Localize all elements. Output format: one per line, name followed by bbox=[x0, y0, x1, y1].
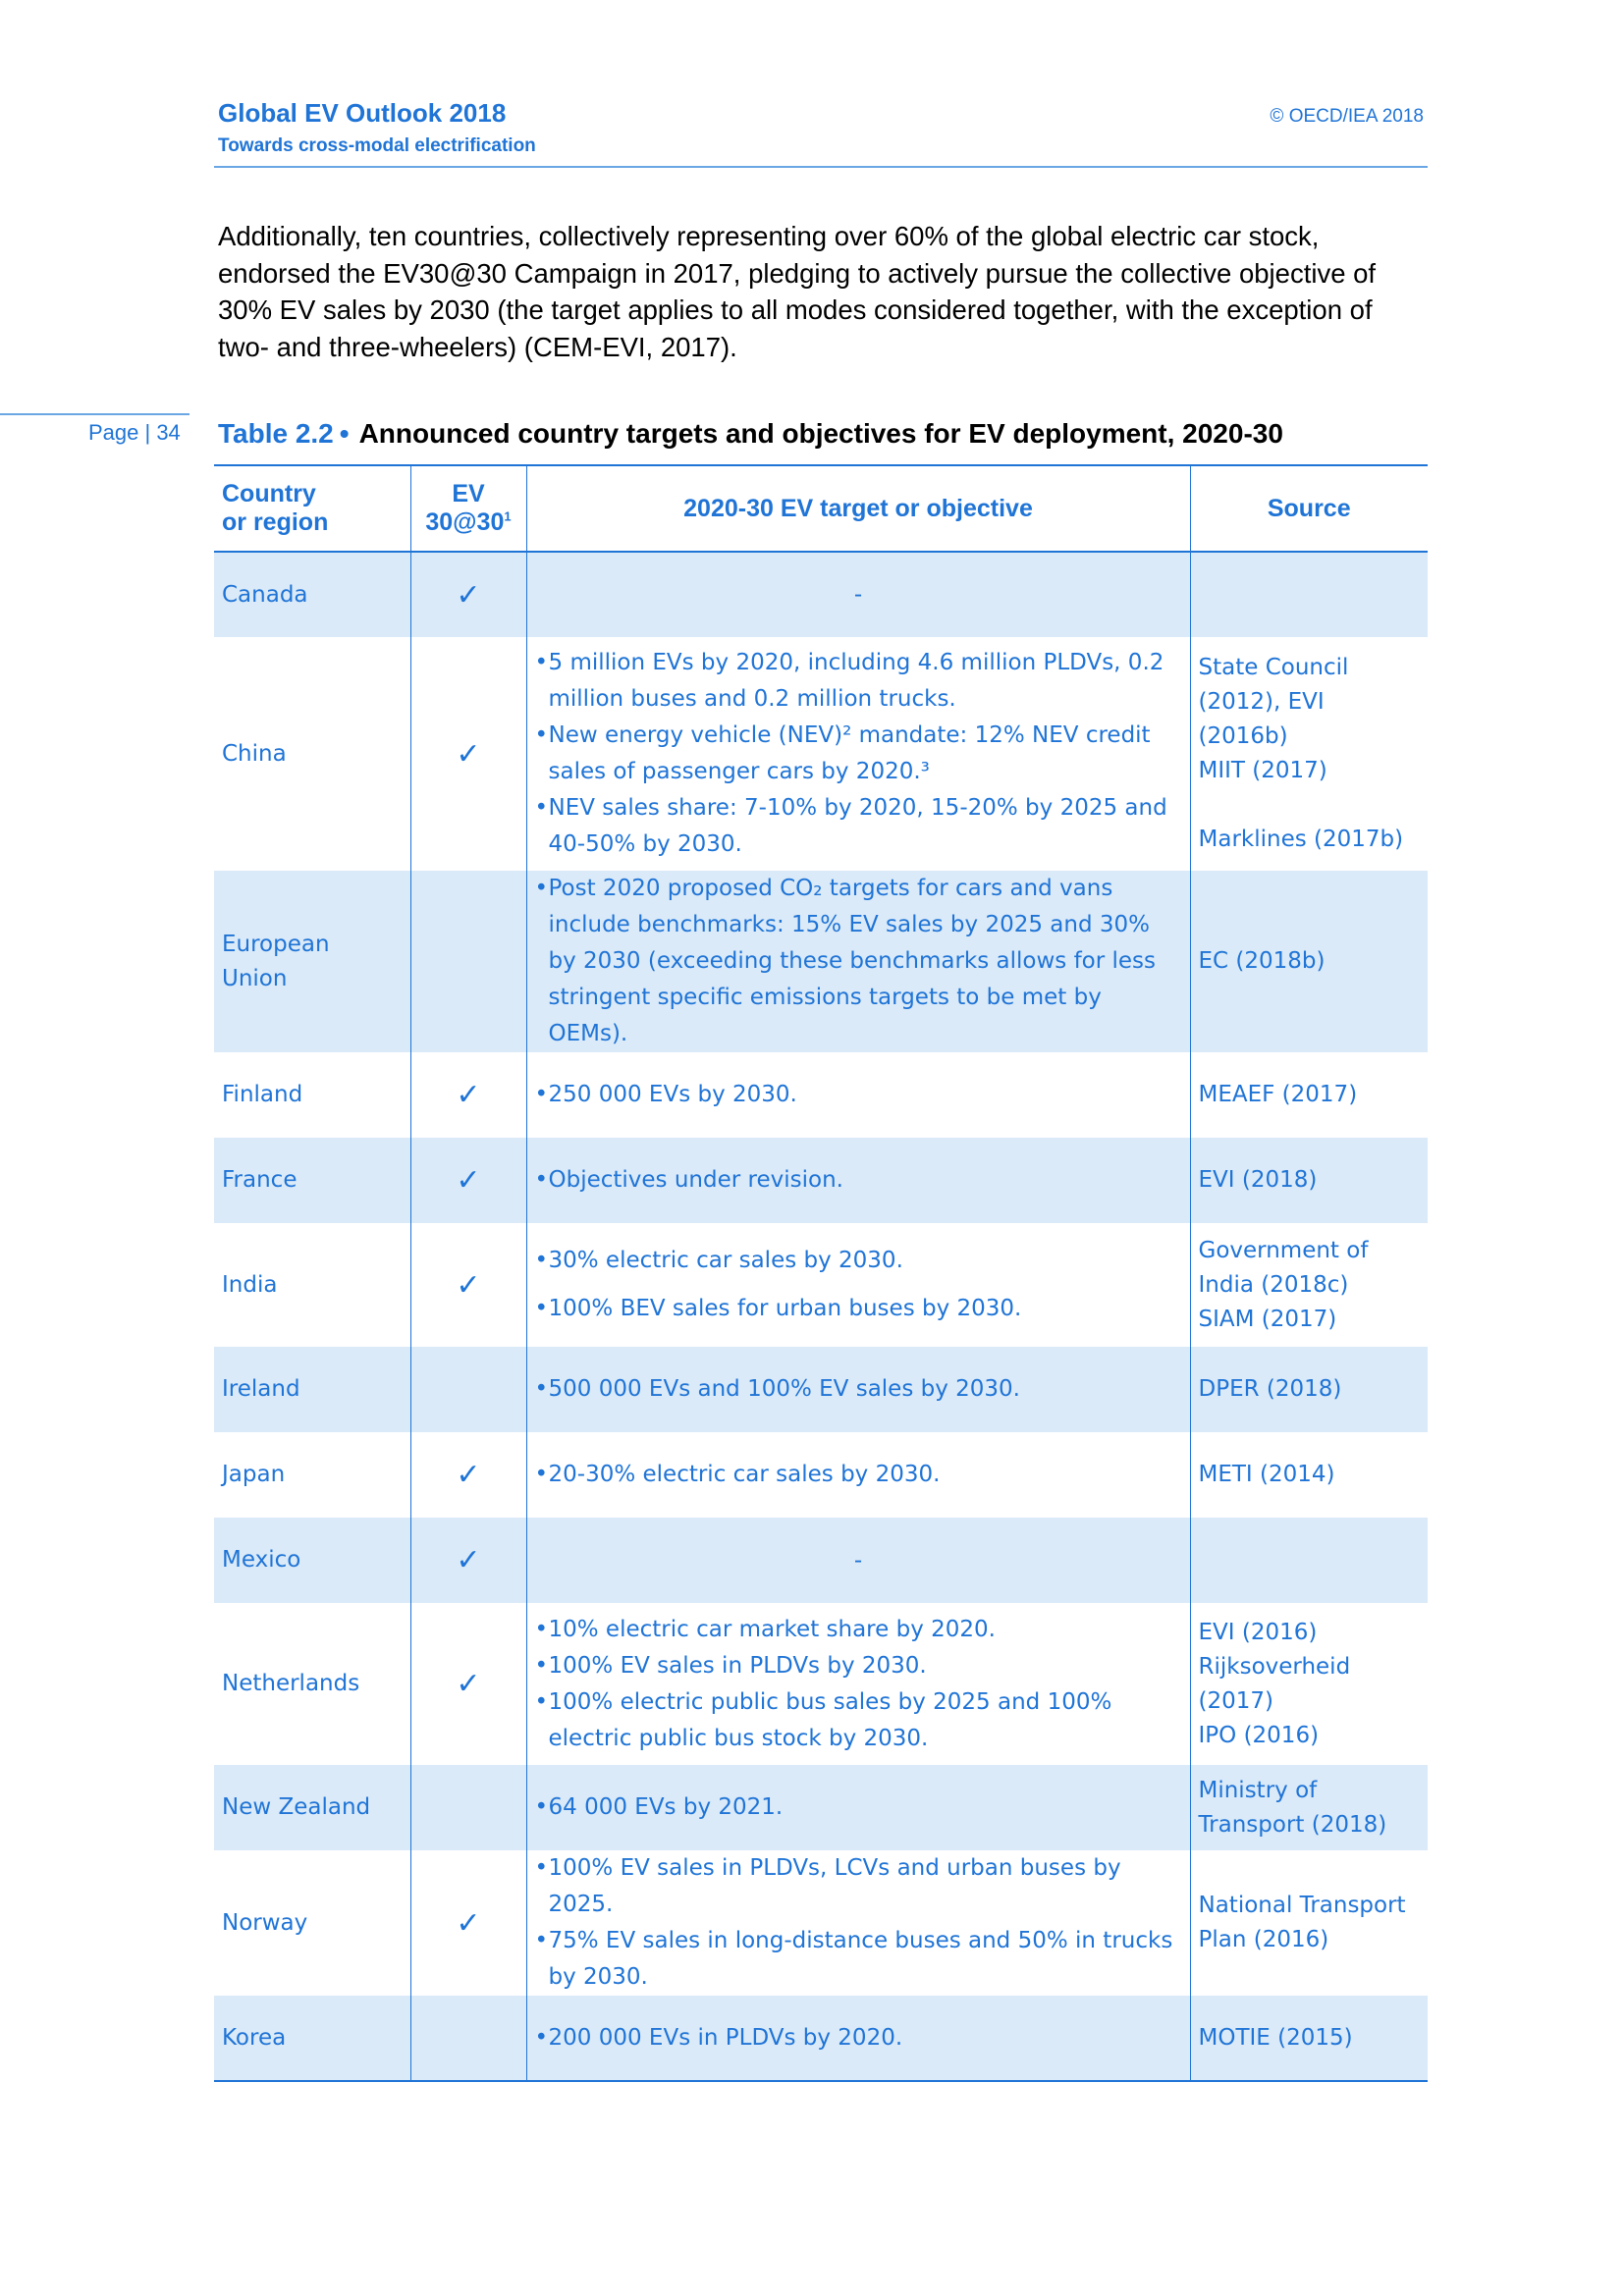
table-header-row bbox=[214, 465, 1428, 552]
table-row bbox=[214, 1603, 1428, 1765]
source-text bbox=[1199, 788, 1421, 823]
country-name: Ireland bbox=[222, 1376, 300, 1402]
target-item: • 100% electric public bus sales by 2025 and 100% electric public bus stock by 2030. bbox=[535, 1684, 1182, 1757]
header-source: Source bbox=[1267, 494, 1351, 522]
country-name: Korea bbox=[222, 2024, 287, 2051]
target-list bbox=[535, 871, 1182, 1052]
target-cell bbox=[526, 1052, 1190, 1138]
table-row bbox=[214, 637, 1428, 871]
target-item: • Objectives under revision. bbox=[535, 1162, 1182, 1199]
target-list bbox=[535, 1162, 1182, 1199]
table-number: Table 2.2 bbox=[218, 418, 334, 449]
target-list bbox=[535, 1612, 1182, 1757]
intro-line: 30% EV sales by 2030 (the target applies to all modes considered together, with the exception of bbox=[218, 294, 1373, 325]
no-target-dash: - bbox=[853, 1547, 863, 1574]
target-cell bbox=[526, 552, 1190, 637]
table-row bbox=[214, 1518, 1428, 1603]
ev3030-cell bbox=[410, 552, 526, 637]
country-cell bbox=[214, 1765, 410, 1850]
page-number: Page | 34 bbox=[88, 420, 181, 445]
target-item: • 30% electric car sales by 2030. bbox=[535, 1243, 1182, 1279]
target-list bbox=[535, 1457, 1182, 1493]
country-cell bbox=[214, 1223, 410, 1347]
ev3030-cell bbox=[410, 1223, 526, 1347]
header-country-line: or region bbox=[222, 508, 329, 536]
source-cell bbox=[1190, 1765, 1428, 1850]
intro-paragraph bbox=[218, 218, 1424, 365]
source-text: Ministry of bbox=[1198, 1777, 1318, 1803]
source-text: Plan (2016) bbox=[1198, 1927, 1329, 1952]
country-name: Netherlands bbox=[222, 1671, 360, 1696]
source-cell bbox=[1190, 1138, 1428, 1223]
country-name: Canada bbox=[222, 581, 308, 608]
source-text: DPER (2018) bbox=[1198, 1376, 1342, 1402]
table-row bbox=[214, 1052, 1428, 1138]
table-title: Announced country targets and objectives for EV deployment, 2020-30 bbox=[358, 418, 1283, 449]
target-cell bbox=[526, 1765, 1190, 1850]
ev3030-cell bbox=[410, 637, 526, 871]
intro-line: endorsed the EV30@30 Campaign in 2017, pledging to actively pursue the collective objective of bbox=[218, 257, 1377, 289]
source-cell bbox=[1190, 1052, 1428, 1138]
target-item: • 500 000 EVs and 100% EV sales by 2030. bbox=[535, 1371, 1182, 1408]
table-caption bbox=[218, 418, 1283, 450]
source-text: India (2018c) bbox=[1198, 1271, 1349, 1298]
source-cell bbox=[1190, 637, 1428, 871]
check-icon: ✓ bbox=[456, 1267, 481, 1303]
target-list bbox=[535, 1077, 1182, 1113]
ev3030-cell bbox=[410, 1765, 526, 1850]
target-cell bbox=[526, 1850, 1190, 1996]
country-cell bbox=[214, 1603, 410, 1765]
country-name: Mexico bbox=[222, 1547, 301, 1573]
footnote-marker: 1 bbox=[504, 508, 512, 524]
source-text: EC (2018b) bbox=[1198, 948, 1326, 974]
source-text: MOTIE (2015) bbox=[1198, 2024, 1353, 2051]
header-country bbox=[214, 465, 410, 552]
target-cell bbox=[526, 1996, 1190, 2081]
source-text: (2012), EVI (2016b) bbox=[1198, 689, 1325, 749]
table-row bbox=[214, 1223, 1428, 1347]
target-item: • 10% electric car market share by 2020. bbox=[535, 1612, 1182, 1648]
target-item: • 200 000 EVs in PLDVs by 2020. bbox=[535, 2020, 1182, 2056]
target-cell bbox=[526, 1138, 1190, 1223]
source-text: Transport (2018) bbox=[1198, 1811, 1387, 1838]
target-item: • 64 000 EVs by 2021. bbox=[535, 1789, 1182, 1826]
source-text: State Council bbox=[1198, 655, 1349, 680]
ev3030-cell bbox=[410, 1138, 526, 1223]
check-icon: ✓ bbox=[456, 1163, 481, 1198]
target-list bbox=[535, 645, 1182, 863]
source-text: Rijksoverheid bbox=[1198, 1653, 1351, 1680]
target-item: • 100% EV sales in PLDVs, LCVs and urban buses by 2025. bbox=[535, 1850, 1182, 1923]
check-icon: ✓ bbox=[456, 1458, 481, 1492]
target-item: • 250 000 EVs by 2030. bbox=[535, 1077, 1182, 1113]
country-name: China bbox=[222, 740, 287, 767]
target-list bbox=[535, 1243, 1182, 1327]
source-cell bbox=[1190, 1603, 1428, 1765]
table-row bbox=[214, 1138, 1428, 1223]
source-text: Marklines (2017b) bbox=[1198, 827, 1404, 852]
country-cell bbox=[214, 1052, 410, 1138]
target-cell bbox=[526, 637, 1190, 871]
country-cell bbox=[214, 637, 410, 871]
ev3030-cell bbox=[410, 1432, 526, 1518]
header-ev3030-text: 30@30 bbox=[425, 508, 505, 536]
source-cell bbox=[1190, 1432, 1428, 1518]
country-name: Norway bbox=[222, 1909, 308, 1936]
ev3030-cell bbox=[410, 1347, 526, 1432]
source-text: EVI (2018) bbox=[1198, 1167, 1318, 1193]
country-name: France bbox=[222, 1167, 298, 1193]
source-text: SIAM (2017) bbox=[1198, 1306, 1337, 1332]
country-name: European bbox=[222, 931, 330, 957]
target-item: • 100% BEV sales for urban buses by 2030. bbox=[535, 1291, 1182, 1327]
target-list bbox=[535, 2020, 1182, 2056]
header-country-line: Country bbox=[222, 480, 316, 507]
document-title: Global EV Outlook 2018 bbox=[218, 98, 507, 128]
check-icon: ✓ bbox=[456, 1905, 481, 1941]
target-item: • 100% EV sales in PLDVs by 2030. bbox=[535, 1648, 1182, 1684]
header-ev3030-line: EV bbox=[452, 480, 485, 507]
source-text: (2017) bbox=[1198, 1687, 1273, 1714]
table-row bbox=[214, 1765, 1428, 1850]
source-text: EVI (2016) bbox=[1198, 1619, 1318, 1645]
target-list bbox=[535, 1371, 1182, 1408]
header-divider bbox=[214, 166, 1428, 168]
country-cell bbox=[214, 1138, 410, 1223]
source-cell bbox=[1190, 1996, 1428, 2081]
source-text: IPO (2016) bbox=[1198, 1722, 1320, 1748]
country-cell bbox=[214, 1996, 410, 2081]
target-cell bbox=[526, 1223, 1190, 1347]
target-list bbox=[535, 1789, 1182, 1826]
check-icon: ✓ bbox=[456, 577, 481, 613]
ev3030-cell bbox=[410, 1518, 526, 1603]
target-cell bbox=[526, 871, 1190, 1052]
copyright-notice: © OECD/IEA 2018 bbox=[1270, 106, 1424, 127]
target-list bbox=[535, 1850, 1182, 1996]
target-item: • New energy vehicle (NEV)² mandate: 12% NEV credit sales of passenger cars by 2020.³ bbox=[535, 718, 1182, 790]
target-cell bbox=[526, 1603, 1190, 1765]
check-icon: ✓ bbox=[456, 1078, 481, 1112]
ev3030-cell bbox=[410, 871, 526, 1052]
header-ev3030 bbox=[410, 465, 526, 552]
table-row bbox=[214, 1996, 1428, 2081]
target-item: • 75% EV sales in long-distance buses and 50% in trucks by 2030. bbox=[535, 1923, 1182, 1996]
ev3030-cell bbox=[410, 1052, 526, 1138]
source-cell bbox=[1190, 1347, 1428, 1432]
country-cell bbox=[214, 871, 410, 1052]
country-cell bbox=[214, 1850, 410, 1996]
source-cell bbox=[1190, 552, 1428, 637]
check-icon: ✓ bbox=[456, 1667, 481, 1701]
table-row bbox=[214, 1432, 1428, 1518]
document-subtitle: Towards cross-modal electrification bbox=[218, 135, 536, 156]
target-cell bbox=[526, 1432, 1190, 1518]
target-item: • 20-30% electric car sales by 2030. bbox=[535, 1457, 1182, 1493]
country-name: New Zealand bbox=[222, 1794, 371, 1820]
country-name: Japan bbox=[222, 1462, 286, 1487]
source-text: MIIT (2017) bbox=[1198, 758, 1327, 783]
country-cell bbox=[214, 1347, 410, 1432]
no-target-dash: - bbox=[853, 582, 863, 608]
country-cell bbox=[214, 1432, 410, 1518]
target-cell bbox=[526, 1518, 1190, 1603]
intro-line: Additionally, ten countries, collectively representing over 60% of the global electric car stock, bbox=[218, 221, 1320, 251]
country-cell bbox=[214, 552, 410, 637]
target-item: • Post 2020 proposed CO₂ targets for cars and vans include benchmarks: 15% EV sales by 2025 and 30% by 2030 (exceeding these benchmarks allows for less stringent specific emissions targets to be met by OEMs). bbox=[535, 871, 1182, 1052]
caption-bullet: • bbox=[339, 418, 350, 449]
source-text: National Transport bbox=[1198, 1893, 1406, 1918]
target-cell bbox=[526, 1347, 1190, 1432]
country-name: Finland bbox=[222, 1082, 303, 1107]
table-row bbox=[214, 1850, 1428, 1996]
target-item: • 5 million EVs by 2020, including 4.6 million PLDVs, 0.2 million buses and 0.2 million trucks. bbox=[535, 645, 1182, 718]
source-text: METI (2014) bbox=[1198, 1462, 1335, 1487]
table-body bbox=[214, 552, 1428, 2081]
target-item: • NEV sales share: 7-10% by 2020, 15-20% by 2025 and 40-50% by 2030. bbox=[535, 790, 1182, 863]
source-cell bbox=[1190, 1850, 1428, 1996]
header-ev3030-line bbox=[419, 508, 518, 537]
source-cell bbox=[1190, 1518, 1428, 1603]
ev3030-cell bbox=[410, 1603, 526, 1765]
source-cell bbox=[1190, 871, 1428, 1052]
header-target: 2020-30 EV target or objective bbox=[526, 465, 1190, 552]
table-row bbox=[214, 552, 1428, 637]
intro-line: two- and three-wheelers) (CEM-EVI, 2017). bbox=[218, 331, 737, 362]
country-name: India bbox=[222, 1271, 278, 1298]
check-icon: ✓ bbox=[456, 736, 481, 772]
table-row bbox=[214, 1347, 1428, 1432]
check-icon: ✓ bbox=[456, 1543, 481, 1577]
source-cell bbox=[1190, 1223, 1428, 1347]
page-marker-rule bbox=[0, 413, 189, 415]
source-text: MEAEF (2017) bbox=[1198, 1082, 1358, 1107]
ev3030-cell bbox=[410, 1850, 526, 1996]
country-cell bbox=[214, 1518, 410, 1603]
source-text: Government of bbox=[1198, 1237, 1369, 1263]
table-row bbox=[214, 871, 1428, 1052]
targets-table bbox=[214, 464, 1428, 2082]
country-name: Union bbox=[222, 965, 288, 991]
ev3030-cell bbox=[410, 1996, 526, 2081]
